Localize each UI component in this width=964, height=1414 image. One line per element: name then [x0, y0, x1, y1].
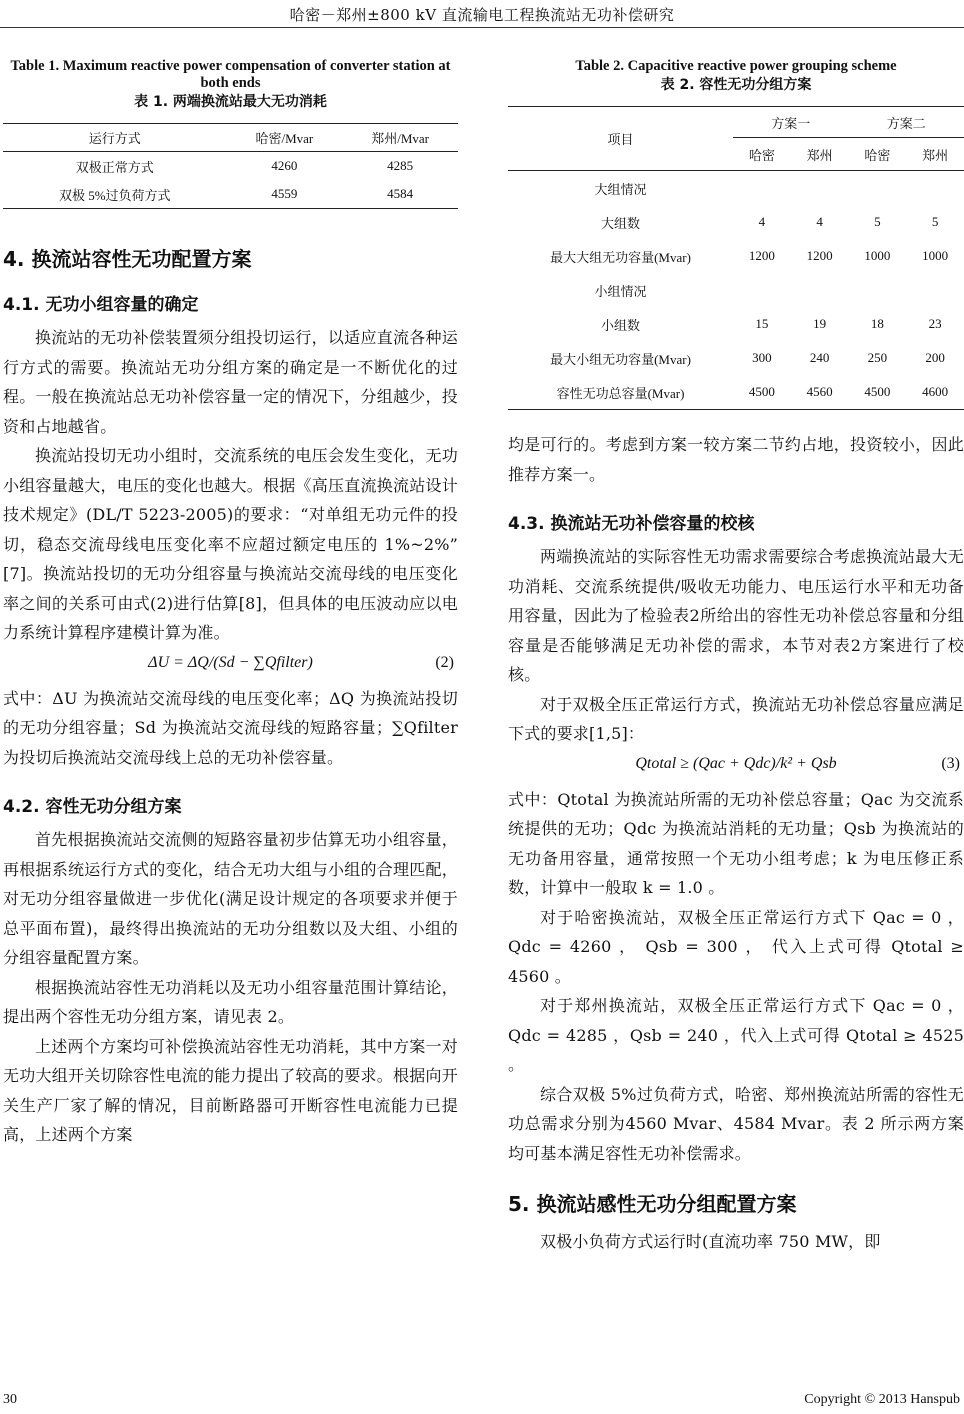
table-row — [508, 171, 964, 206]
paragraph: 均是可行的。考虑到方案一较方案二节约占地，投资较小，因此推荐方案一。 — [508, 435, 964, 484]
right-column — [508, 58, 964, 1257]
table2-cell — [906, 273, 964, 307]
table2-caption-cn: 表 2. 容性无功分组方案 — [660, 77, 812, 93]
table2-cell: 1000 — [864, 248, 891, 263]
table-row — [508, 273, 964, 307]
paragraph: 换流站的无功补偿装置须分组投切运行，以适应直流各种运行方式的需要。换流站无功分组方案的确定是一不断优化的过程。一般在换流站总无功补偿容量一定的情况下，分组越少，投资和占地越省。 — [3, 328, 458, 436]
equation-3 — [508, 749, 964, 785]
table-row — [508, 307, 964, 341]
section-5-heading: 5. 换流站感性无功分组配置方案 — [508, 1192, 797, 1216]
left-column — [3, 58, 458, 1150]
table-row — [3, 152, 458, 181]
paragraph: 换流站投切无功小组时，交流系统的电压会发生变化，无功小组容量越大，电压的变化也越大。根据《高压直流换流站设计技术规定》(DL/T 5223-2005)的要求：“对单组无功元件的投切，稳态交流母线电压变化率不应超过额定电压的 1%~2%” [7]。换流站投切的无功分组容量与换流站交流母线的电压变化率之间的关系可由式(2)进行估算[8]，但具体的电压波动应以电力系统计算程序建模计算为准。 — [3, 446, 458, 642]
section-4-3-heading: 4.3. 换流站无功补偿容量的校核 — [508, 514, 755, 534]
table1-cell: 4559 — [271, 186, 298, 201]
paragraph: 式中：Qtotal 为换流站所需的无功补偿总容量；Qac 为交流系统提供的无功；Qdc 为换流站消耗的无功量；Qsb 为换流站的无功备用容量，通常按照一个无功小组考虑；k 为电压修正系数，计算中一般取 k = 1.0 。 — [508, 789, 964, 897]
table-row — [508, 239, 964, 273]
table2-cell — [849, 273, 907, 307]
table2-station-header: 郑州 — [906, 138, 964, 171]
table2-row-label: 大组数 — [600, 215, 640, 231]
equation-2 — [3, 648, 458, 684]
table2-project-header: 项目 — [508, 107, 733, 171]
table2-cell: 250 — [867, 350, 888, 365]
table1-cell: 双极 5%过负荷方式 — [58, 187, 171, 203]
copyright: Copyright © 2013 Hanspub — [804, 1392, 960, 1407]
table2-cell: 4600 — [922, 384, 949, 399]
table2-cell: 4560 — [806, 384, 833, 399]
paragraph: 根据换流站容性无功消耗以及无功小组容量范围计算结论，提出两个容性无功分组方案，请见表 2。 — [3, 977, 458, 1026]
running-head: 哈密－郑州±800 kV 直流输电工程换流站无功补偿研究 — [289, 6, 675, 24]
section-4-1-heading: 4.1. 无功小组容量的确定 — [3, 295, 199, 315]
table2-cell — [733, 273, 791, 307]
table2-cell: 18 — [870, 316, 884, 331]
table2-row-label: 小组数 — [600, 317, 640, 333]
table2-cell: 23 — [928, 316, 942, 331]
table1 — [3, 123, 458, 209]
table2-cell: 4500 — [748, 384, 775, 399]
equation-3-body: Qtotal ≥ (Qac + Qdc)/k² + Qsb — [635, 754, 837, 772]
table2-cell — [906, 171, 964, 206]
table2-cell: 300 — [752, 350, 772, 365]
table1-header-cell: 郑州/Mvar — [342, 124, 458, 152]
paragraph: 双极小负荷方式运行时(直流功率 750 MW，即 — [540, 1232, 881, 1251]
table-row — [508, 341, 964, 375]
paragraph: 综合双极 5%过负荷方式，哈密、郑州换流站所需的容性无功总需求分别为4560 Mvar、4584 Mvar。表 2 所示两方案均可基本满足容性无功补偿需求。 — [508, 1084, 964, 1163]
table2-cell: 19 — [813, 316, 827, 331]
table2-cell: 200 — [925, 350, 945, 365]
paragraph: 首先根据换流站交流侧的短路容量初步估算无功小组容量，再根据系统运行方式的变化，结合无功大组与小组的合理匹配，对无功分组容量做进一步优化(满足设计规定的各项要求并便于总平面布置)，最终得出换流站的无功分组数以及大组、小组的分组容量配置方案。 — [3, 830, 458, 967]
table2-cell — [791, 171, 849, 206]
table2-cell: 15 — [755, 316, 769, 331]
table1-caption-en: Table 1. Maximum reactive power compensation of converter station at both ends — [10, 58, 451, 91]
table2-cell — [791, 273, 849, 307]
table2-cell: 240 — [809, 350, 830, 365]
table2-station-header: 哈密 — [733, 138, 791, 171]
table2-scheme1-header: 方案一 — [733, 107, 849, 138]
equation-2-number: (2) — [435, 653, 454, 671]
table2-cell — [733, 171, 791, 206]
table1-cell: 4584 — [387, 186, 414, 201]
table1-cell: 双极正常方式 — [75, 159, 154, 175]
table2 — [508, 106, 964, 410]
table-row — [3, 180, 458, 209]
table2-row-label: 大组情况 — [594, 181, 647, 197]
table2-row-label: 容性无功总容量(Mvar) — [556, 385, 685, 401]
table2-cell: 1200 — [748, 248, 775, 263]
table2-scheme2-header: 方案二 — [849, 107, 964, 138]
paragraph: 对于郑州换流站，双极全压正常运行方式下 Qac = 0 ，Qdc = 4285 ，Qsb = 240 ，代入上式可得 Qtotal ≥ 4525 。 — [508, 996, 964, 1074]
table2-cell: 4 — [758, 214, 766, 229]
equation-3-number: (3) — [941, 754, 960, 772]
table-row — [508, 205, 964, 239]
table1-cell: 4285 — [387, 158, 414, 173]
table2-cell: 1200 — [806, 248, 833, 263]
table1-header-cell: 哈密/Mvar — [227, 124, 343, 152]
table1-caption-cn: 表 1. 两端换流站最大无功消耗 — [134, 94, 327, 110]
paragraph: 式中：ΔU 为换流站交流母线的电压变化率；ΔQ 为换流站投切的无功分组容量；Sd 为换流站交流母线的短路容量；∑Qfilter 为投切后换流站交流母线上总的无功补偿容量。 — [3, 688, 458, 767]
table2-row-label: 最大大组无功容量(Mvar) — [550, 249, 691, 265]
table2-cell: 5 — [931, 214, 939, 229]
page-number: 30 — [3, 1392, 17, 1407]
paragraph: 两端换流站的实际容性无功需求需要综合考虑换流站最大无功消耗、交流系统提供/吸收无功能力、电压运行水平和无功备用容量，因此为了检验表2所给出的容性无功补偿总容量和分组容量是否能够满足无功补偿的需求，本节对表2方案进行了校核。 — [508, 547, 964, 684]
table2-cell — [849, 171, 907, 206]
table2-cell: 5 — [874, 214, 881, 229]
table2-cell: 1000 — [922, 248, 949, 263]
table-row — [508, 375, 964, 410]
table2-station-header: 哈密 — [849, 138, 907, 171]
table2-station-header: 郑州 — [791, 138, 849, 171]
table2-cell: 4500 — [864, 384, 891, 399]
table1-cell: 4260 — [271, 158, 298, 173]
section-4-2-heading: 4.2. 容性无功分组方案 — [3, 797, 182, 817]
header-rule — [0, 27, 964, 28]
table1-header-cell: 运行方式 — [3, 124, 227, 152]
table2-caption-en: Table 2. Capacitive reactive power grouping scheme — [575, 58, 897, 74]
table1-header-row — [3, 124, 458, 152]
table2-row-label: 最大小组无功容量(Mvar) — [550, 351, 691, 367]
paragraph: 上述两个方案均可补偿换流站容性无功消耗，其中方案一对无功大组开关切除容性电流的能力提出了较高的要求。根据向开关生产厂家了解的情况，目前断路器可开断容性电流能力已提高，上述两个方案 — [3, 1036, 458, 1144]
table2-row-label: 小组情况 — [594, 283, 647, 299]
section-4-heading: 4. 换流站容性无功配置方案 — [3, 247, 252, 271]
table2-header-row — [508, 107, 964, 138]
table2-cell: 4 — [816, 214, 823, 229]
equation-2-body: ΔU = ΔQ/(Sd − ∑Qfilter) — [148, 653, 313, 671]
paragraph: 对于双极全压正常运行方式，换流站无功补偿总容量应满足下式的要求[1,5]： — [508, 694, 964, 743]
paragraph: 对于哈密换流站，双极全压正常运行方式下 Qac = 0 ， Qdc = 4260 ， Qsb = 300 ， 代入上式可得 Qtotal ≥ 4560 。 — [508, 907, 964, 986]
